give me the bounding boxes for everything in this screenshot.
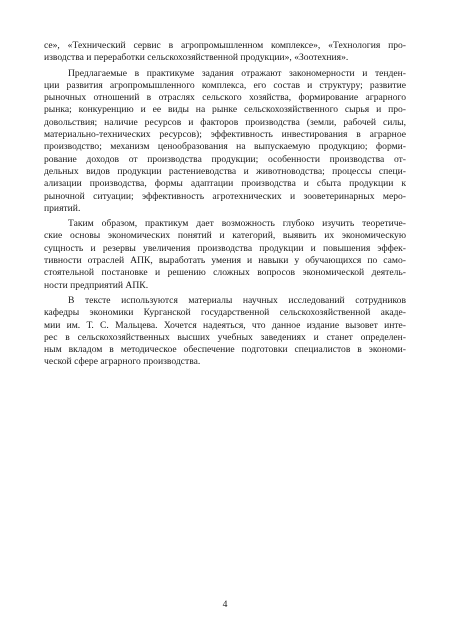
text-line: рыночной ситуации; эффективность агротехнических и зооветеринарных меро- bbox=[44, 190, 406, 202]
text-line: ным вкладом в методическое обеспечение подготовки специалистов в экономи- bbox=[44, 344, 406, 356]
text-line: В тексте используются материалы научных исследований сотрудников bbox=[68, 294, 406, 306]
text-line: стоятельной постановке и решению сложных вопросов экономической деятель- bbox=[44, 267, 406, 279]
page-body bbox=[44, 40, 406, 372]
paragraph-sources bbox=[44, 295, 406, 369]
text-line: приятий. bbox=[44, 202, 81, 214]
text-line: мии им. Т. С. Мальцева. Хочется надеяться, что данное издание вызовет инте- bbox=[44, 319, 406, 331]
text-line: производство; механизм ценообразования на выпускаемую продукцию; форми- bbox=[44, 141, 406, 153]
text-line: Предлагаемые в практикуме задания отражают закономерности и тенден- bbox=[68, 67, 406, 79]
text-line: рыночных отношений в отраслях сельского хозяйства, формирование аграрного bbox=[44, 92, 406, 104]
paragraph-practicum-tasks bbox=[44, 68, 406, 216]
text-line: се», «Технический сервис в агропромышленном комплексе», «Технология про- bbox=[44, 40, 406, 51]
text-line: ские основы экономических понятий и категорий, выявить их экономическую bbox=[44, 230, 406, 242]
text-line: изводства и переработки сельскохозяйственной продукции», «Зоотехния». bbox=[44, 52, 349, 64]
text-line: дельных видов продукции растениеводства и животноводства; процессы специ- bbox=[44, 165, 406, 177]
text-line: кафедры экономики Курганской государственной сельскохозяйственной акаде- bbox=[44, 307, 406, 319]
text-line: Таким образом, практикум дает возможность глубоко изучить теоретиче- bbox=[68, 218, 406, 230]
text-line: довольствия; наличие ресурсов и факторов производства (земли, рабочей силы, bbox=[44, 116, 406, 128]
text-line: материально-технических ресурсов); эффективность инвестирования в аграрное bbox=[44, 129, 406, 141]
paragraph-practicum-benefits bbox=[44, 218, 406, 292]
text-line: ализации производства, формы адаптации производства и сбыта продукции к bbox=[44, 178, 406, 190]
page-number: 4 bbox=[222, 599, 228, 610]
text-line: рес в сельскохозяйственных высших учебных заведениях и станет определен- bbox=[44, 331, 406, 343]
paragraph-course-list bbox=[44, 40, 406, 65]
text-line: ческой сфере аграрного производства. bbox=[44, 356, 201, 368]
text-line: рование доходов от производства продукции; особенности производства от- bbox=[44, 153, 406, 165]
text-line: ности предприятий АПК. bbox=[44, 279, 149, 291]
text-line: сущность и резервы увеличения производства продукции и повышения эффек- bbox=[44, 242, 406, 254]
text-line: ции развития агропромышленного комплекса, его состав и структуру; развитие bbox=[44, 79, 406, 91]
text-line: тивности отраслей АПК, выработать умения и навыки у обучающихся по само- bbox=[44, 255, 406, 267]
text-line: рынка; конкуренцию и ее виды на рынке сельскохозяйственного сырья и про- bbox=[44, 104, 406, 116]
